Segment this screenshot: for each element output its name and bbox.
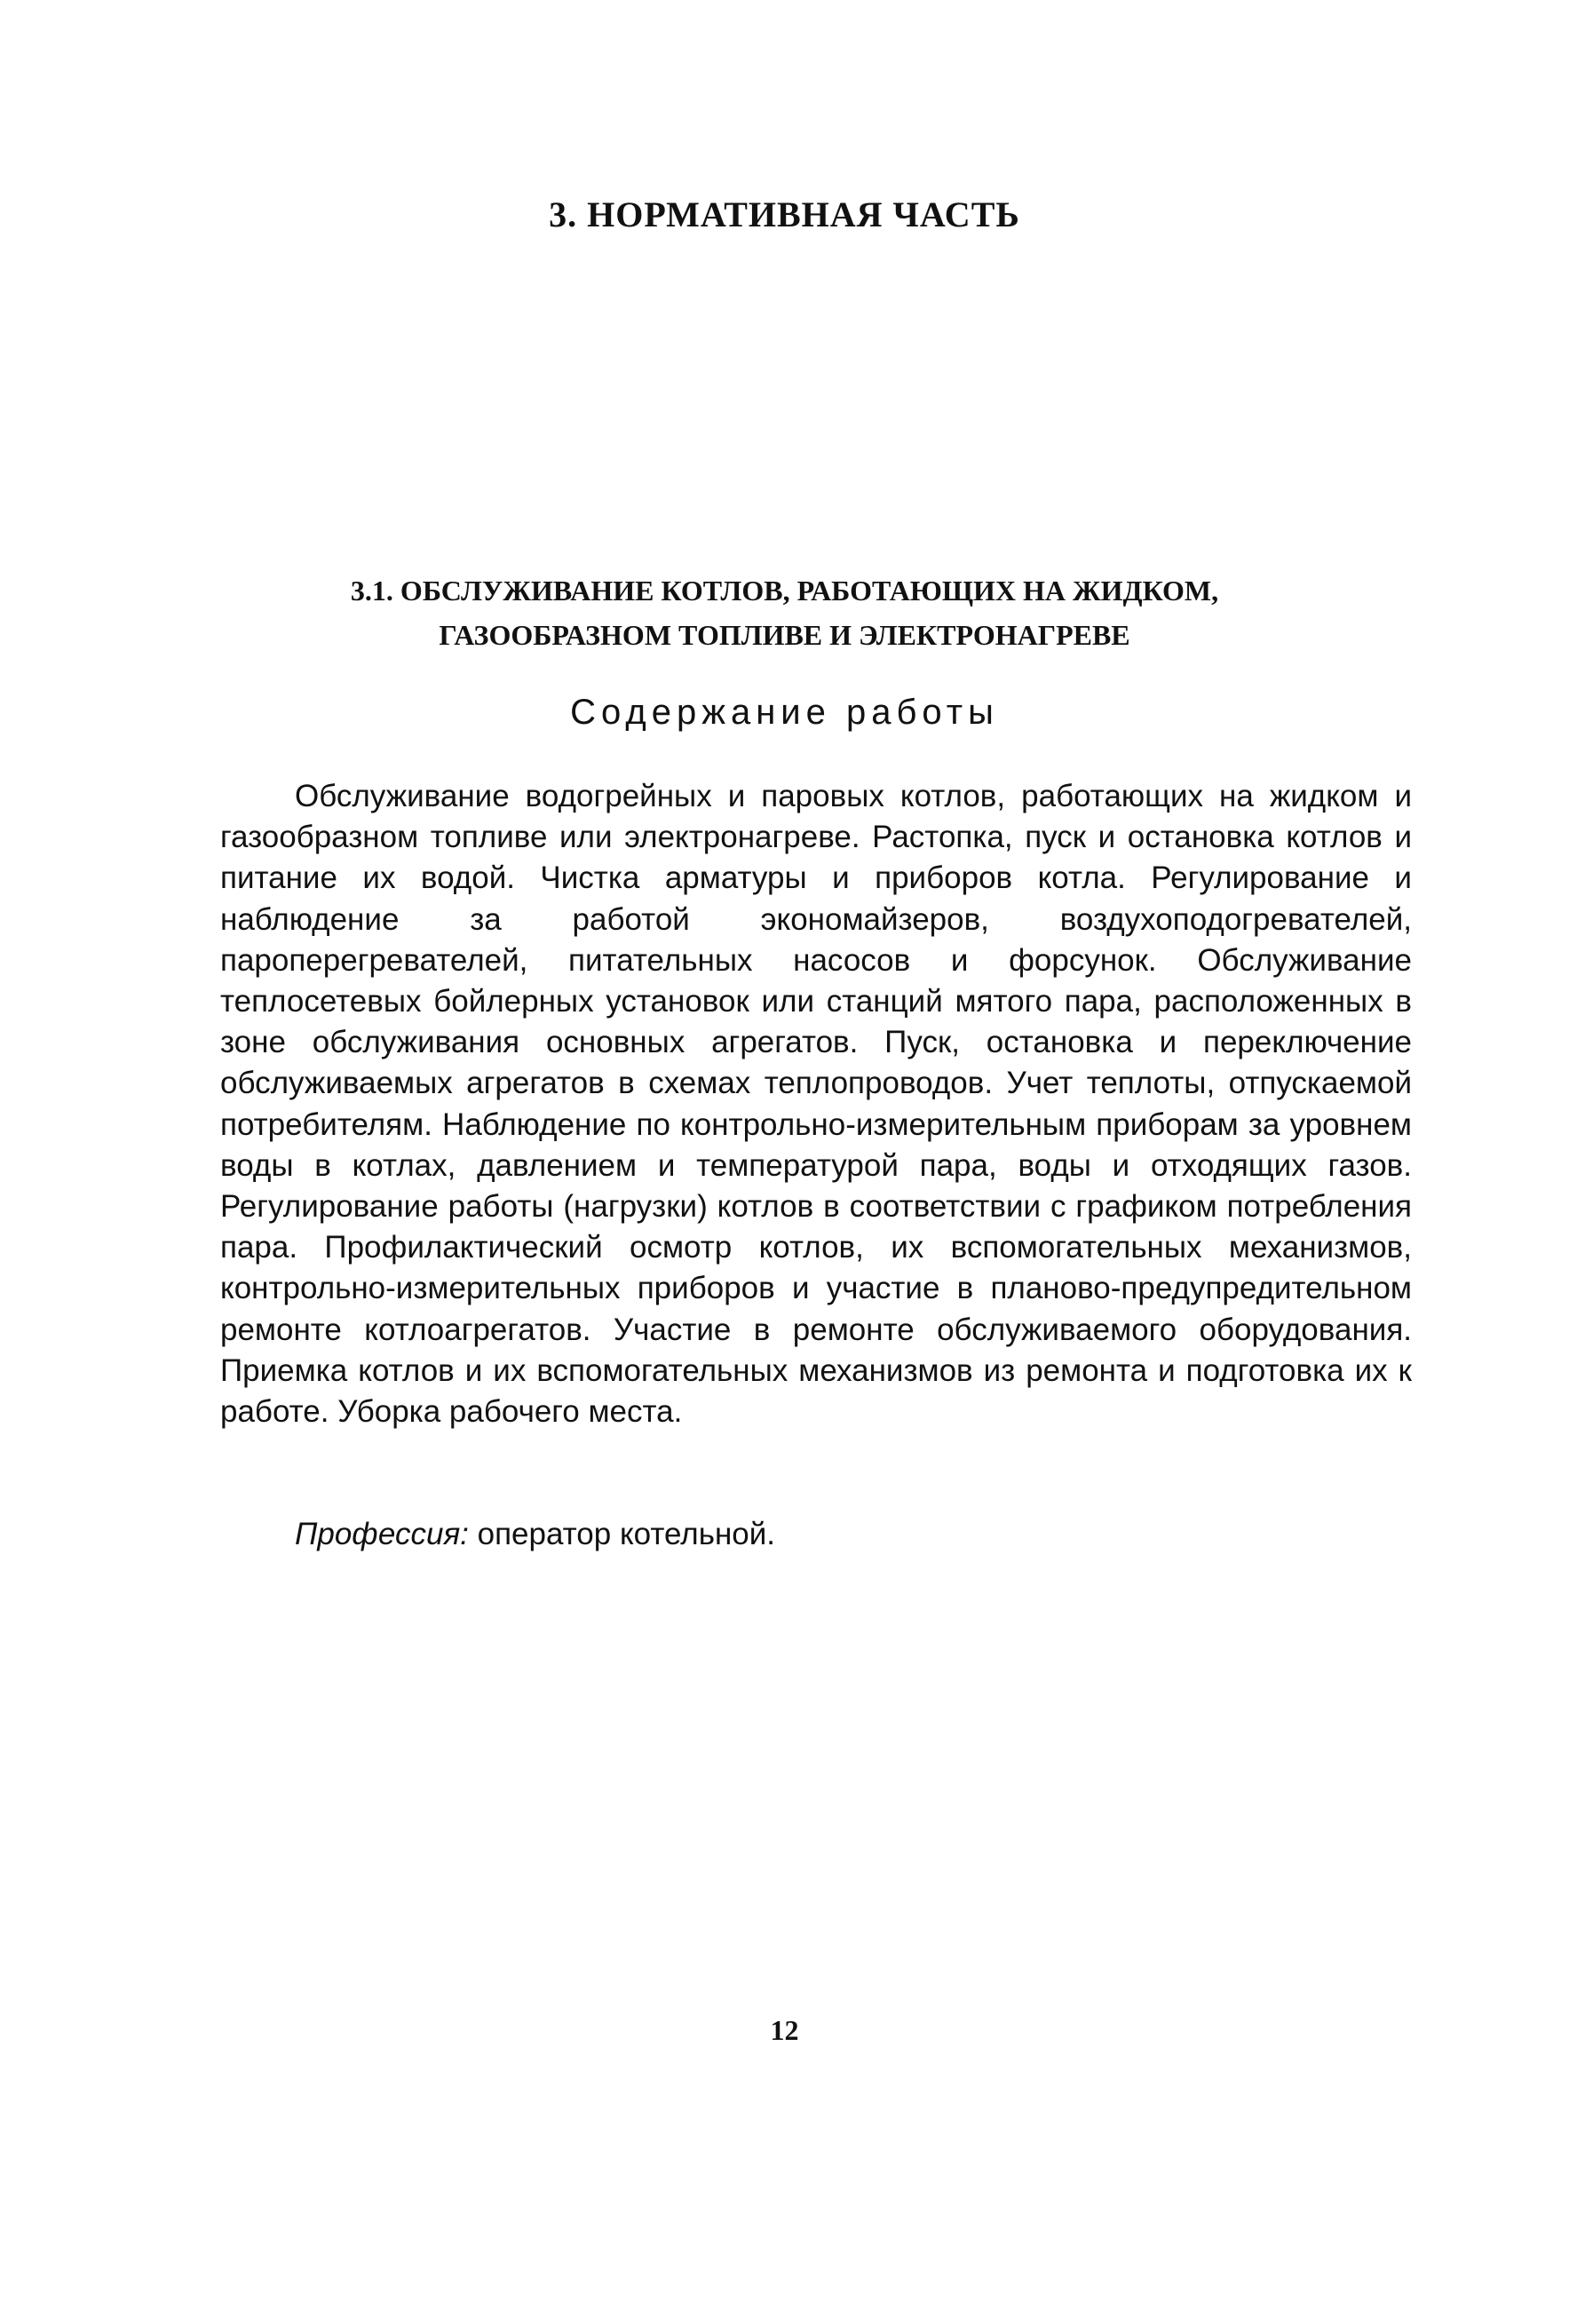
work-content-subheading: Содержание работы [570, 693, 999, 732]
work-description-paragraph: Обслуживание водогрейных и паровых котлов, работающих на жидком и газообразном топливе или электронагреве. Растопка, пуск и остановка котлов и питание их водой. Чистка арматуры и приборов котла. Регулирование и наблюдение за работой экономайзеров, воздухоподогревателей, пароперегревателей, питательных насосов и форсунок. Обслуживание теплосетевых бойлерных установок или станций мятого пара, расположенных в зоне обслуживания основных агрегатов. Пуск, остановка и переключение обслуживаемых агрегатов в схемах теплопроводов. Учет теплоты, отпускаемой потребителям. Наблюдение по контрольно-измерительным приборам за уровнем воды в котлах, давлением и температурой пара, воды и отходящих газов. Регулирование работы (нагрузки) котлов в соответствии с графиком потребления пара. Профилактический осмотр котлов, их вспомогательных механизмов, контрольно-измерительных приборов и участие в планово-предупредительном ремонте котлоагрегатов. Участие в ремонте обслуживаемого оборудования. Приемка котлов и их вспомогательных механизмов из ремонта и подготовка их к работе. Уборка рабочего места. [220, 779, 1412, 1430]
page-number: 12 [770, 2014, 799, 2046]
section-title-line-1: 3.1. ОБСЛУЖИВАНИЕ КОТЛОВ, РАБОТАЮЩИХ НА ЖИДКОМ, [350, 575, 1219, 607]
profession-value: оператор котельной. [468, 1517, 776, 1551]
section-title-line-2: ГАЗООБРАЗНОМ ТОПЛИВЕ И ЭЛЕКТРОНАГРЕВЕ [439, 619, 1130, 651]
profession-label: Профессия: [295, 1517, 469, 1551]
profession-line [220, 1514, 1412, 1555]
chapter-title: 3. НОРМАТИВНАЯ ЧАСТЬ [549, 194, 1020, 234]
section-title [266, 568, 1303, 657]
